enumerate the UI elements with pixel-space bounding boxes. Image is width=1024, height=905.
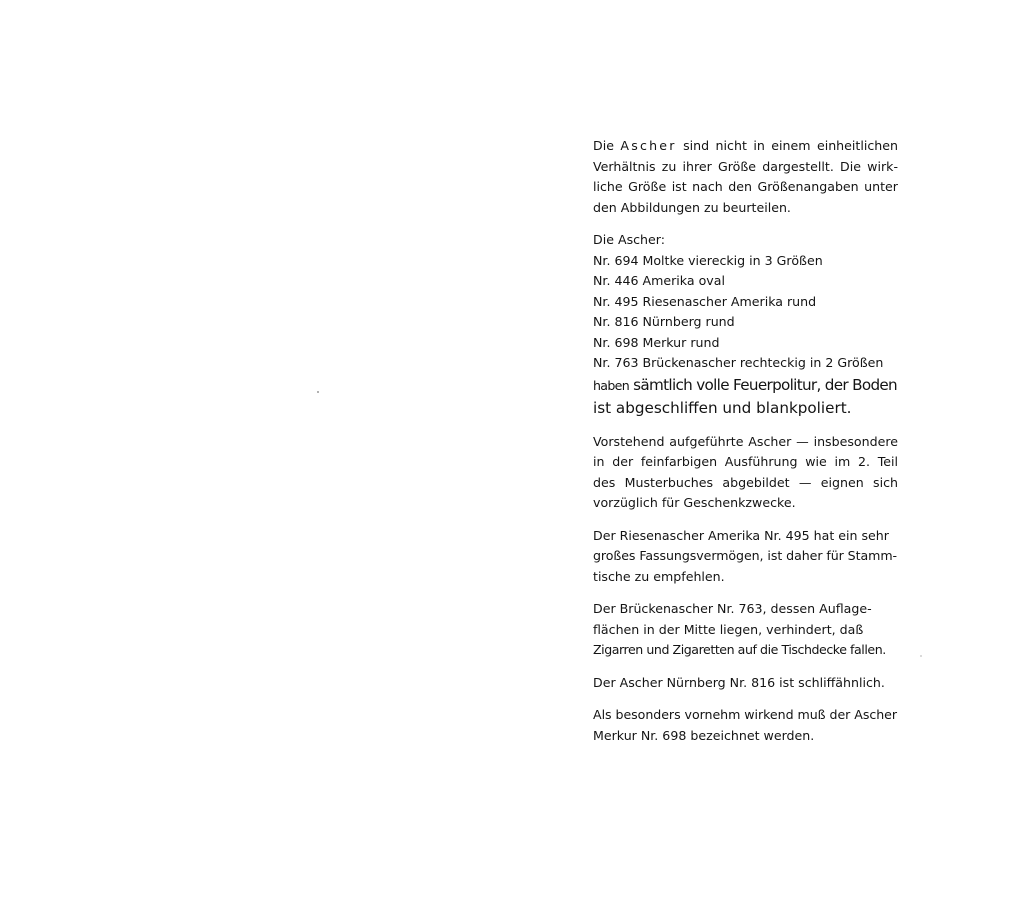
paper-speck — [317, 391, 319, 393]
intro-line-4: den Abbildungen zu beurteilen. — [593, 199, 791, 215]
list-item: Nr. 495 Riesenascher Amerika rund — [593, 293, 817, 309]
list-item: Nr. 816 Nürnberg rund — [593, 314, 735, 329]
intro-paragraph — [593, 136, 898, 218]
riesenascher-line-3: tische zu empfehlen. — [593, 568, 725, 584]
intro-suffix: sind nicht in einem einheitlichen — [683, 138, 898, 153]
list-closing-line-1 — [593, 374, 898, 397]
gift-line-1: Vorstehend aufgeführte Ascher — insbesondere — [593, 433, 898, 449]
ashtray-list — [593, 230, 898, 420]
intro-line-1 — [593, 136, 898, 157]
closing-large-text: sämtlich volle Feuerpolitur, der Boden — [633, 375, 898, 394]
gift-paragraph — [593, 432, 898, 514]
list-heading: Die Ascher: — [593, 232, 665, 247]
merkur-line-2: Merkur Nr. 698 bezeichnet werden. — [593, 727, 815, 743]
riesenascher-line-1: Der Riesenascher Amerika Nr. 495 hat ein sehr — [593, 527, 889, 543]
intro-line-3: liche Größe ist nach den Größenangaben unter — [593, 179, 898, 194]
brueckenascher-line-1: Der Brückenascher Nr. 763, dessen Auflage- — [593, 601, 872, 616]
brueckenascher-line-3: Zigarren und Zigaretten auf die Tischdecke fallen. — [593, 642, 886, 657]
closing-small-word: haben — [593, 377, 630, 393]
intro-line-2: Verhältnis zu ihrer Größe dargestellt. Die wirk- — [593, 158, 898, 174]
nuernberg-line-1: Der Ascher Nürnberg Nr. 816 ist schliffähnlich. — [593, 674, 885, 690]
text-column — [593, 136, 898, 758]
list-item: Nr. 763 Brückenascher rechteckig in 2 Größen — [593, 355, 884, 370]
riesenascher-paragraph — [593, 526, 898, 588]
spaced-word: Ascher — [620, 138, 677, 153]
list-item: Nr. 694 Moltke viereckig in 3 Größen — [593, 252, 823, 268]
brueckenascher-paragraph — [593, 599, 898, 661]
list-item: Nr. 698 Merkur rund — [593, 334, 720, 350]
gift-line-2: in der feinfarbigen Ausführung wie im 2. Teil — [593, 454, 898, 469]
merkur-line-1: Als besonders vornehm wirkend muß der Ascher — [593, 707, 897, 722]
gift-line-4: vorzüglich für Geschenkzwecke. — [593, 495, 796, 510]
list-item: Nr. 446 Amerika oval — [593, 273, 725, 288]
paper-speck — [920, 655, 922, 657]
riesenascher-line-2: großes Fassungsvermögen, ist daher für Stamm- — [593, 548, 897, 563]
list-closing-line-2: ist abgeschliffen und blankpoliert. — [593, 398, 852, 417]
merkur-paragraph — [593, 705, 898, 746]
brueckenascher-line-2: flächen in der Mitte liegen, verhindert, daß — [593, 621, 864, 637]
gift-line-3: des Musterbuches abgebildet — eignen sich — [593, 474, 898, 490]
intro-prefix: Die — [593, 138, 614, 153]
nuernberg-paragraph — [593, 673, 898, 694]
